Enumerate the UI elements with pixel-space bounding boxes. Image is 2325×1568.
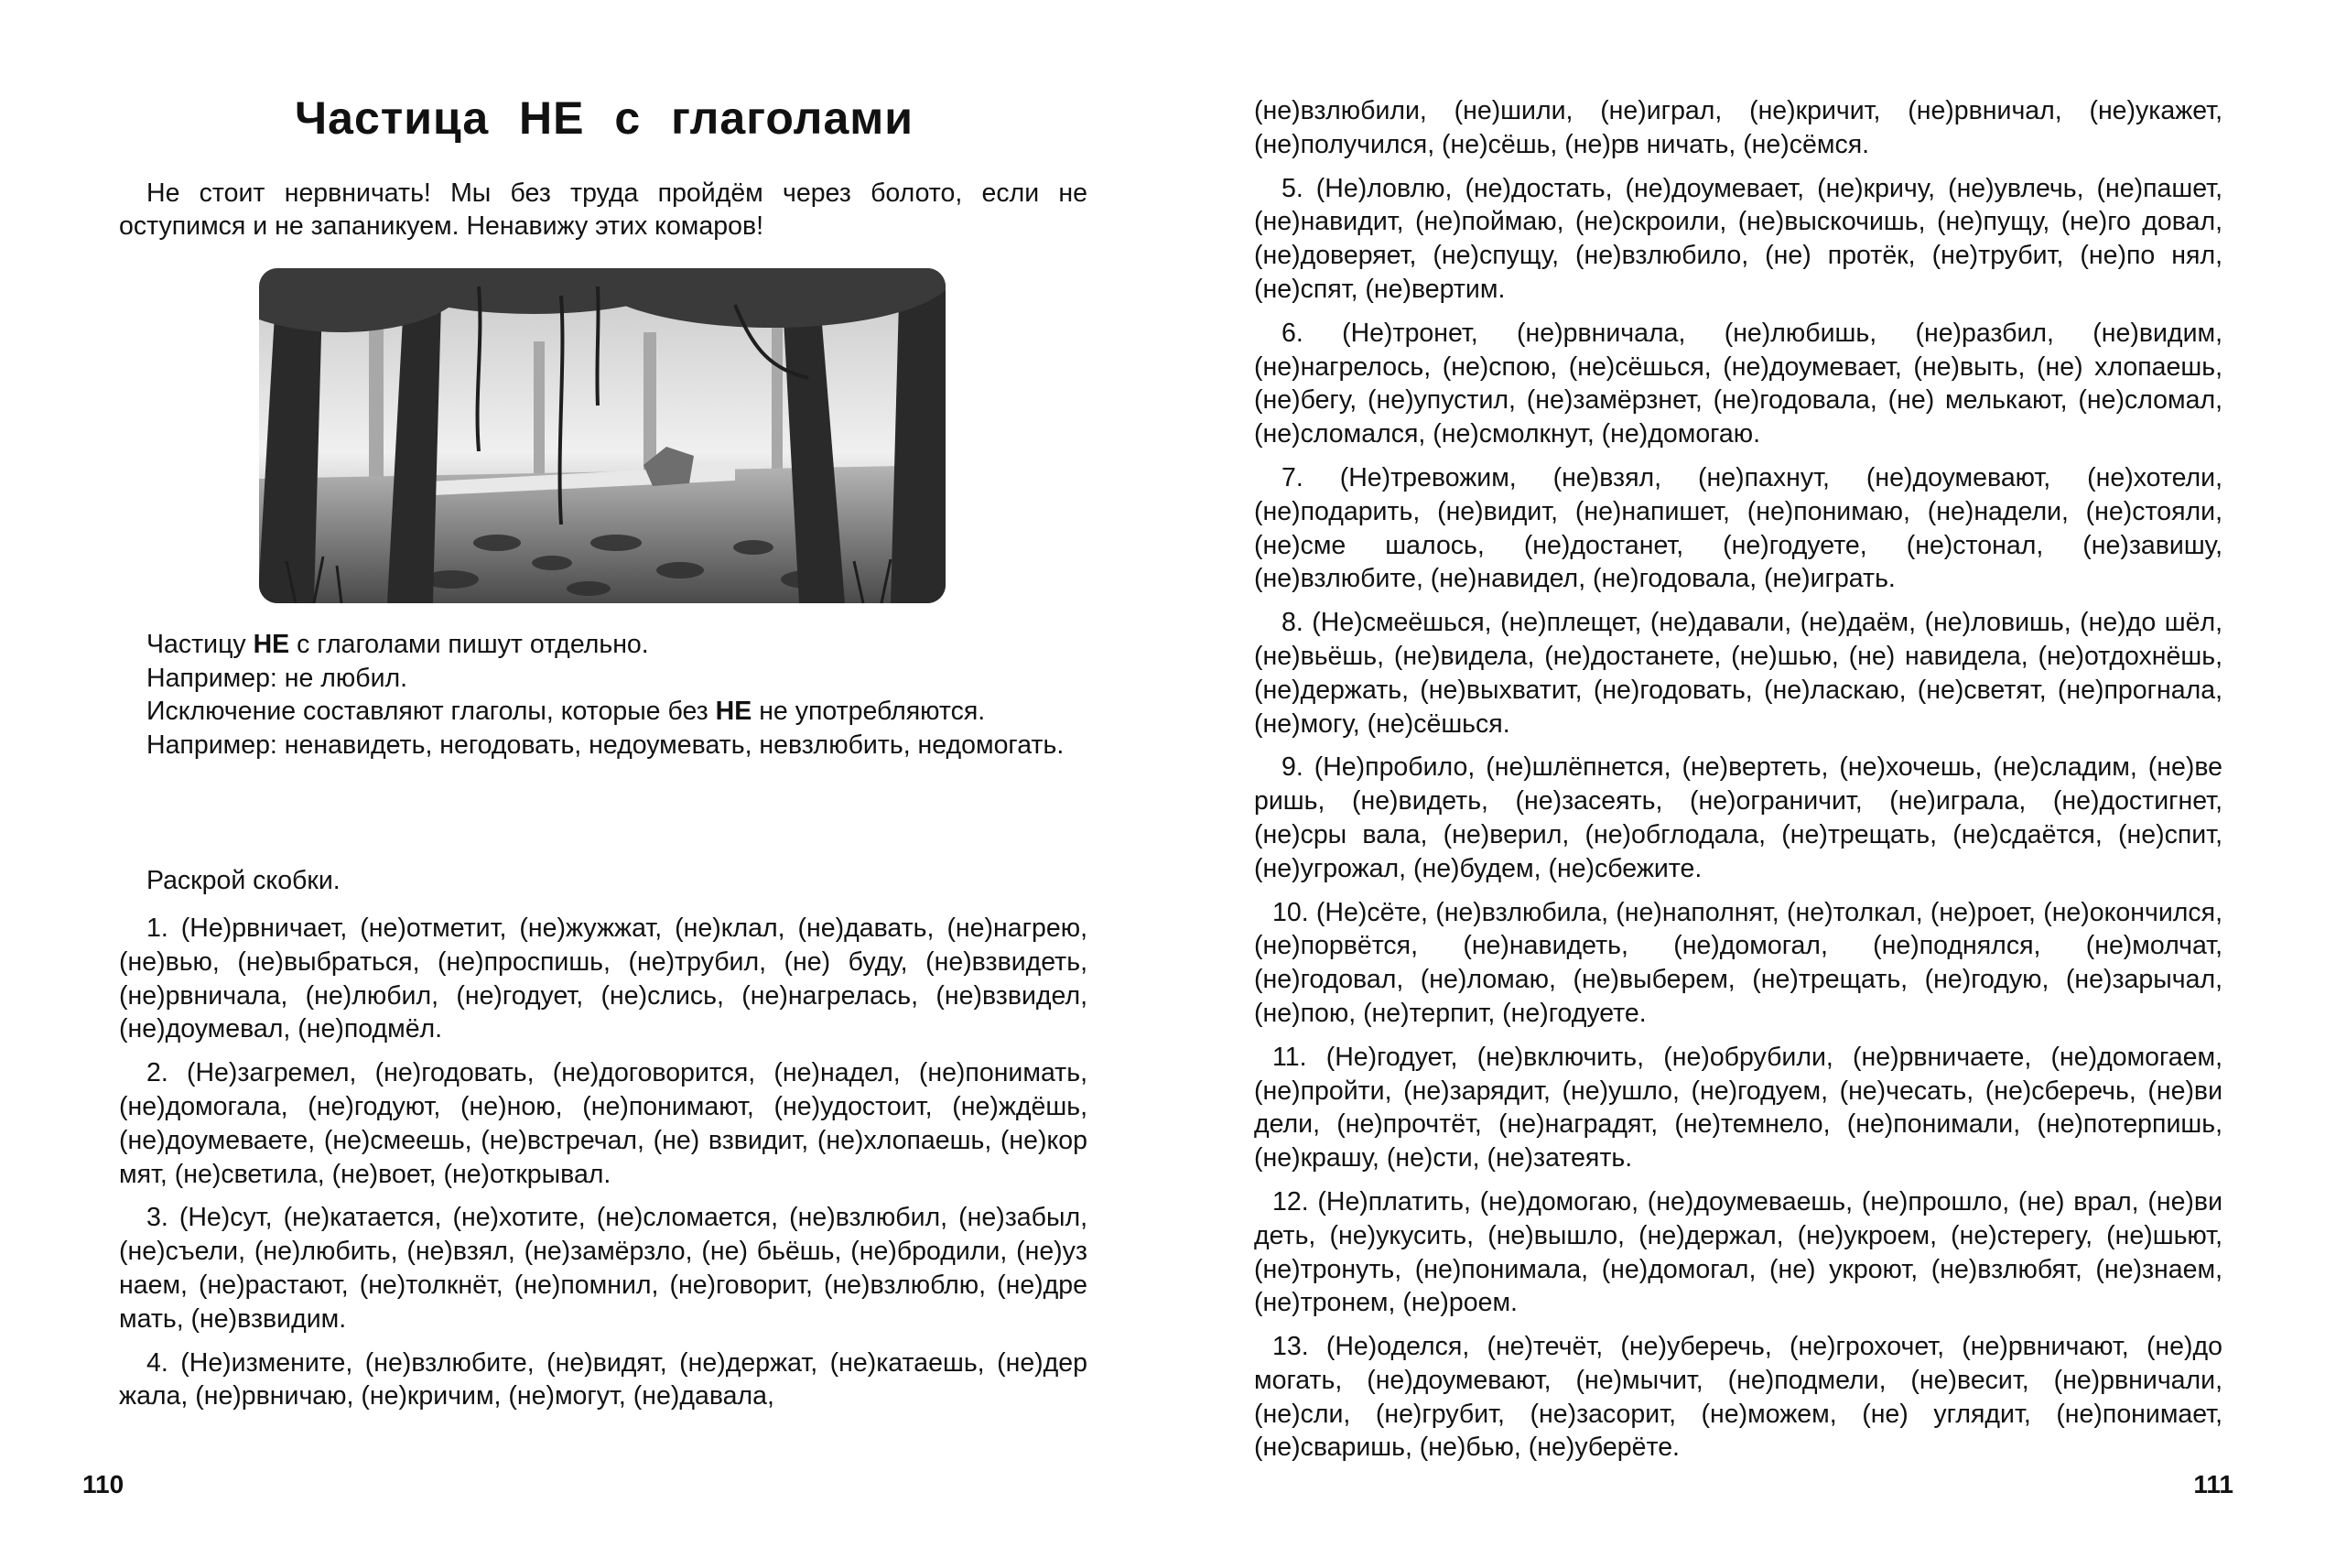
exercise-item: 12. (Не)платить, (не)домогаю, (не)доумеваешь, (не)прошло, (не) врал, (не)ви деть, (не)укусить, (не)вышло, (не)держал, (не)укроем, (не)стерегу, (не)шьют, (не)тронуть, (не)понимала, (не)домогал, (не) укроют, (не)взлюбят, (не)знаем, (не)тронем, (не)роем.: [1254, 1186, 2222, 1318]
page-title: Частица НЕ с глаголами: [295, 92, 914, 144]
exercise-item: 4. (Не)измените, (не)взлюбите, (не)видят, (не)держат, (не)катаешь, (не)дер жала, (не)рвничаю, (не)кричим, (не)могут, (не)давала,: [119, 1347, 1087, 1411]
right-page: [1162, 0, 2325, 1568]
task-instruction: Раскрой скобки.: [146, 866, 341, 895]
exercise-item: 10. (Не)сёте, (не)взлюбила, (не)наполнят, (не)толкал, (не)роет, (не)окончился, (не)порвётся, (не)навидеть, (не)домогал, (не)поднялся, (не)молчат, (не)годовал, (не)ломаю, (не)выберем, (не)трещать, (не)годую, (не)зарычал, (не)пою, (не)терпит, (не)годуете.: [1254, 897, 2222, 1028]
swamp-image: [259, 268, 946, 603]
exercise-item: 1. (Не)рвничает, (не)отметит, (не)жужжат, (не)клал, (не)давать, (не)нагрею, (не)вью, (не)выбраться, (не)проспишь, (не)трубил, (не) буду, (не)взвидеть, (не)рвничала, (не)любил, (не)годует, (не)слись, (не)нагрелась, (не)взвидел, (не)доумевал, (не)подмёл.: [119, 914, 1087, 1044]
exercise-item: 13. (Не)оделся, (не)течёт, (не)уберечь, (не)грохочет, (не)рвничают, (не)до могать, (не)доумевают, (не)мычит, (не)подмели, (не)весит, (не)рвничали, (не)сли, (не)грубит, (не)засорит, (не)можем, (не) углядит, (не)понимает, (не)сваришь, (не)бью, (не)уберёте.: [1254, 1332, 2222, 1463]
exercise-item: 3. (Не)сут, (не)катается, (не)хотите, (не)сломается, (не)взлюбил, (не)забыл, (не)съели, (не)любить, (не)взял, (не)замёрзло, (не) бьёшь, (не)бродили, (не)уз наем, (не)растают, (не)толкнёт, (не)помнил, (не)говорит, (не)взлюблю, (не)дре мать, (не)взвидим.: [119, 1203, 1087, 1334]
exercise-item: 7. (Не)тревожим, (не)взял, (не)пахнут, (не)доумевают, (не)хотели, (не)подарить, (не)видит, (не)напишет, (не)понимаю, (не)надели, (не)стояли, (не)сме шалось, (не)достанет, (не)годуете, (не)стонал, (не)завишу, (не)взлюбите, (не)навидел, (не)годовала, (не)играть.: [1254, 462, 2222, 594]
exercise-continuation: (не)взлюбили, (не)шили, (не)играл, (не)кричит, (не)рвничал, (не)укажет, (не)получился, (не)сёшь, (не)рв ничать, (не)сёмся.: [1254, 96, 2222, 159]
exercise-item: 2. (Не)загремел, (не)годовать, (не)договорится, (не)надел, (не)понимать, (не)домогала, (не)годуют, (не)ною, (не)понимают, (не)удостоит, (не)ждёшь, (не)доумеваете, (не)смеешь, (не)встречал, (не) взвидит, (не)хлопаешь, (не)кор мят, (не)светила, (не)воет, (не)открывал.: [119, 1058, 1087, 1189]
swamp-forest-illustration: [259, 268, 946, 603]
rule-block: [119, 628, 1087, 762]
exercise-item: 6. (Не)тронет, (не)рвничала, (не)любишь, (не)разбил, (не)видим, (не)нагрелось, (не)спою, (не)сёшься, (не)доумевает, (не)выть, (не) хлопаешь, (не)бегу, (не)упустил, (не)замёрзнет, (не)годовала, (не) мелькают, (не)сломал, (не)сломался, (не)смолкнут, (не)домогаю.: [1254, 318, 2222, 449]
particle-ne: НЕ: [715, 697, 752, 726]
exercise-item: 11. (Не)годует, (не)включить, (не)обрубили, (не)рвничаете, (не)домогаем, (не)пройти, (не)зарядит, (не)ушло, (не)годуем, (не)чесать, (не)сберечь, (не)ви дели, (не)прочтёт, (не)наградят, (не)темнело, (не)понимали, (не)потерпишь, (не)крашу, (не)сти, (не)затеять.: [1254, 1042, 2222, 1173]
rule-line: Частицу НЕ с глаголами пишут отдельно.: [146, 630, 649, 659]
exercise-item: 5. (Не)ловлю, (не)достать, (не)доумевает, (не)кричу, (не)увлечь, (не)пашет, (не)навидит, (не)поймаю, (не)скроили, (не)выскочишь, (не)пущу, (не)го довал, (не)доверяет, (не)спущу, (не)взлюбило, (не) протёк, (не)трубит, (не)по нял, (не)спят, (не)вертим.: [1254, 173, 2222, 304]
exercise-list-left: [119, 912, 1087, 1423]
exercise-item: 8. (Не)смеёшься, (не)плещет, (не)давали, (не)даём, (не)ловишь, (не)до шёл, (не)вьёшь, (не)видела, (не)достанете, (не)шью, (не) навидела, (не)отдохнёшь, (не)держать, (не)выхватит, (не)годовать, (не)ласкаю, (не)светят, (не)прогнала, (не)могу, (не)сёшься.: [1254, 608, 2222, 739]
particle-ne: НЕ: [253, 630, 290, 659]
rule-exception: Исключение составляют глаголы, которые без НЕ не употребляются.: [146, 697, 986, 726]
intro-text: Не стоит нервничать! Мы без труда пройдём через болото, если не оступимся и не запаникуем. Ненавижу этих комаров!: [119, 178, 1087, 241]
page-number: 111: [2193, 1470, 2233, 1498]
exercise-item: 9. (Не)пробило, (не)шлёпнется, (не)вертеть, (не)хочешь, (не)сладим, (не)ве ришь, (не)видеть, (не)засеять, (не)ограничит, (не)играла, (не)достигнет, (не)сры вала, (не)верил, (не)обглодала, (не)трещать, (не)сдаётся, (не)спит, (не)угрожал, (не)будем, (не)сбежите.: [1254, 752, 2222, 883]
exercise-list-right: [1254, 94, 2222, 1475]
rule-example: Например: не любил.: [146, 663, 408, 693]
page-number: 110: [82, 1470, 124, 1498]
left-page: [0, 0, 1162, 1568]
exception-example: Например: ненавидеть, негодовать, недоумевать, невзлюбить, недомогать.: [146, 730, 1065, 760]
